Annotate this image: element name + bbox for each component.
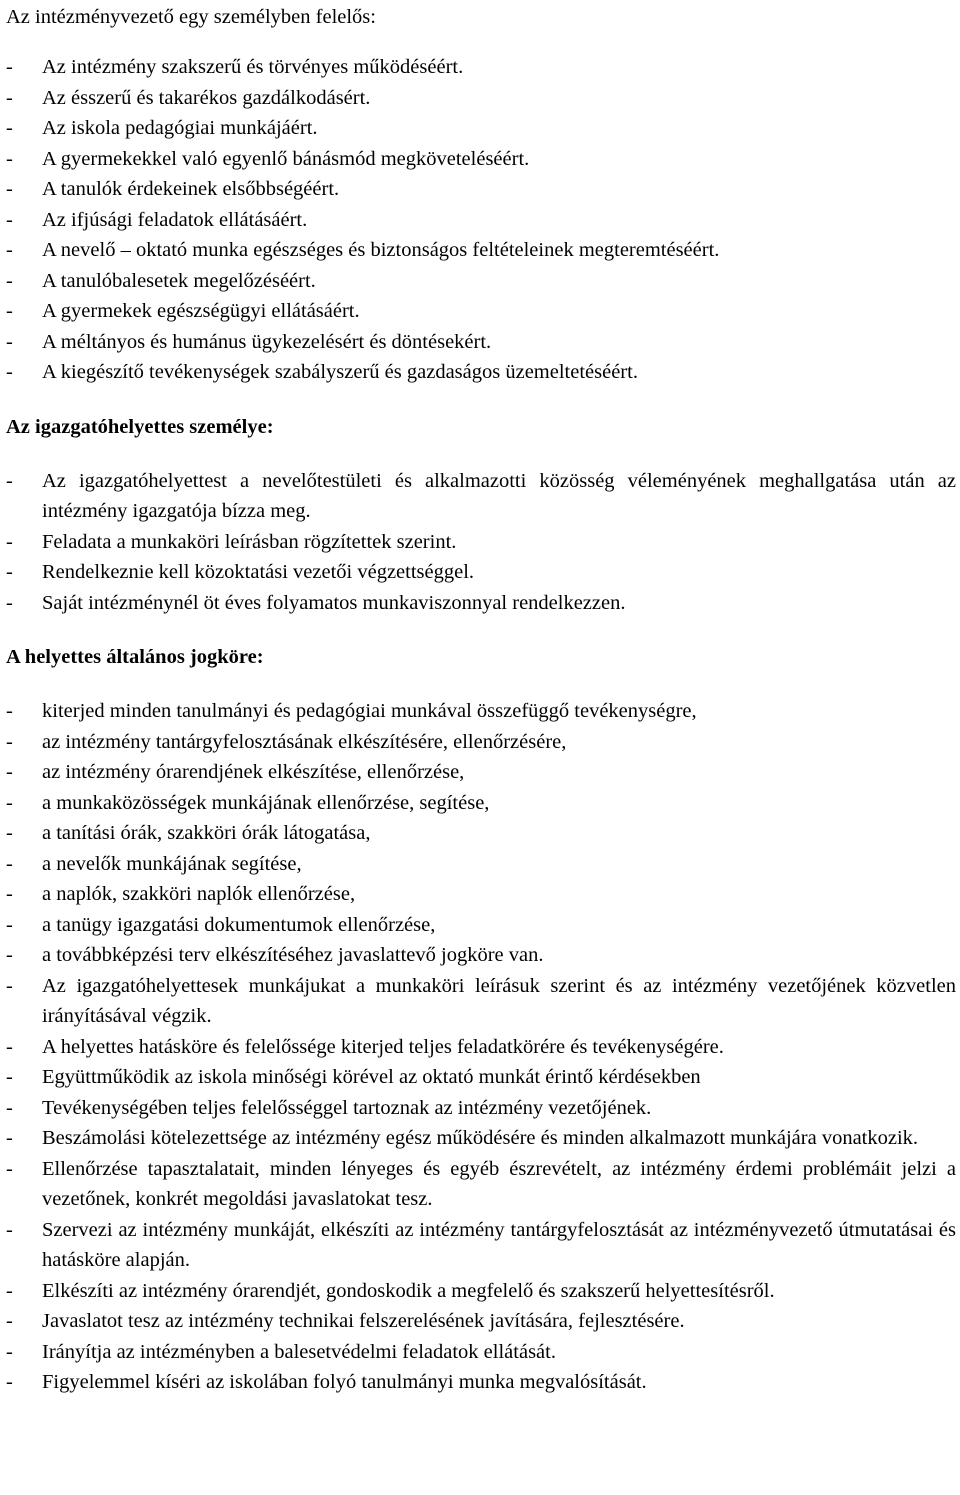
dash-bullet: - [6, 1371, 13, 1393]
list-item: - a továbbképzési terv elkészítéséhez javaslattevő jogköre van. [6, 940, 956, 971]
list-item: - a tanügy igazgatási dokumentumok ellenőrzése, [6, 910, 956, 941]
list-item: - Ellenőrzése tapasztalatait, minden lényeges és egyéb észrevételt, az intézmény érdemi problémáit jelzi a vezetőnek, konkrét megoldási javaslatokat tesz. [6, 1154, 956, 1215]
list-item: - a naplók, szakköri naplók ellenőrzése, [6, 879, 956, 910]
dash-bullet: - [6, 561, 13, 583]
list-item: - A gyermekek egészségügyi ellátásáért. [6, 296, 956, 327]
dash-bullet: - [6, 822, 13, 844]
spacer [6, 388, 956, 412]
dash-bullet: - [6, 208, 13, 231]
dash-bullet: - [6, 361, 13, 383]
dash-bullet: - [6, 269, 13, 292]
list-item: - Saját intézménynél öt éves folyamatos munkaviszonnyal rendelkezzen. [6, 588, 956, 619]
dash-bullet: - [6, 791, 13, 814]
dash-bullet: - [6, 1066, 13, 1088]
list-item: - Az ifjúsági feladatok ellátásáért. [6, 205, 956, 236]
dash-bullet: - [6, 1127, 13, 1149]
dash-bullet: - [6, 530, 13, 553]
authority-list [6, 696, 956, 1398]
spacer [6, 672, 956, 696]
list-item: - az intézmény tantárgyfelosztásának elkészítésére, ellenőrzésére, [6, 727, 956, 758]
list-item: - Az igazgatóhelyettesek munkájukat a munkaköri leírásuk szerint és az intézmény vezetőjének közvetlen irányításával végzik. [6, 971, 956, 1032]
deputy-list [6, 466, 956, 619]
list-item: - Együttműködik az iskola minőségi körével az oktató munkát érintő kérdésekben [6, 1062, 956, 1093]
list-item: - Szervezi az intézmény munkáját, elkészíti az intézmény tantárgyfelosztását az intézményvezető útmutatásai és hatásköre alapján. [6, 1215, 956, 1276]
intro-line: Az intézményvezető egy személyben felelős: [6, 6, 376, 28]
list-item: - Figyelemmel kíséri az iskolában folyó tanulmányi munka megvalósítását. [6, 1367, 956, 1398]
list-item: - a tanítási órák, szakköri órák látogatása, [6, 818, 956, 849]
list-item: - A tanulóbalesetek megelőzéséért. [6, 266, 956, 297]
dash-bullet: - [6, 1340, 13, 1363]
dash-bullet: - [6, 761, 13, 783]
list-item: - Beszámolási kötelezettsége az intézmény egész működésére és minden alkalmazott munkájára vonatkozik. [6, 1123, 956, 1154]
dash-bullet: - [6, 300, 13, 322]
dash-bullet: - [6, 591, 13, 614]
list-item: - Elkészíti az intézmény órarendjét, gondoskodik a megfelelő és szakszerű helyettesítésről. [6, 1276, 956, 1307]
spacer [6, 32, 956, 52]
spacer [6, 618, 956, 642]
list-item: - Tevékenységében teljes felelősséggel tartoznak az intézmény vezetőjének. [6, 1093, 956, 1124]
dash-bullet: - [6, 56, 13, 78]
dash-bullet: - [6, 117, 13, 139]
list-item: - Irányítja az intézményben a balesetvédelmi feladatok ellátását. [6, 1337, 956, 1368]
list-item: - Az intézmény szakszerű és törvényes működéséért. [6, 52, 956, 83]
dash-bullet: - [6, 913, 13, 936]
dash-bullet: - [6, 1157, 13, 1180]
list-item: - Rendelkeznie kell közoktatási vezetői végzettséggel. [6, 557, 956, 588]
list-item: - A méltányos és humánus ügykezelésért és döntésekért. [6, 327, 956, 358]
list-item: - Az iskola pedagógiai munkájáért. [6, 113, 956, 144]
list-item: - a munkaközösségek munkájának ellenőrzése, segítése, [6, 788, 956, 819]
dash-bullet: - [6, 852, 13, 875]
dash-bullet: - [6, 469, 13, 492]
list-item: - kiterjed minden tanulmányi és pedagógiai munkával összefüggő tevékenységre, [6, 696, 956, 727]
list-item: - a nevelők munkájának segítése, [6, 849, 956, 880]
dash-bullet: - [6, 730, 13, 753]
list-item: - Az igazgatóhelyettest a nevelőtestületi és alkalmazotti közösség véleményének meghallgatása után az intézmény igazgatója bízza meg. [6, 466, 956, 527]
list-item: - A helyettes hatásköre és felelőssége kiterjed teljes feladatkörére és tevékenységére. [6, 1032, 956, 1063]
dash-bullet: - [6, 1218, 13, 1241]
dash-bullet: - [6, 1310, 13, 1332]
list-item: - A gyermekekkel való egyenlő bánásmód megköveteléséért. [6, 144, 956, 175]
dash-bullet: - [6, 1096, 13, 1119]
section-heading-authority: A helyettes általános jogköre: [6, 646, 264, 668]
list-item: - A nevelő – oktató munka egészséges és biztonságos feltételeinek megteremtéséért. [6, 235, 956, 266]
list-item: - Javaslatot tesz az intézmény technikai felszerelésének javítására, fejlesztésére. [6, 1306, 956, 1337]
section-heading-deputy: Az igazgatóhelyettes személye: [6, 415, 274, 438]
dash-bullet: - [6, 1035, 13, 1058]
list-item: - A tanulók érdekeinek elsőbbségéért. [6, 174, 956, 205]
list-item: - A kiegészítő tevékenységek szabályszerű és gazdaságos üzemeltetéséért. [6, 357, 956, 388]
dash-bullet: - [6, 178, 13, 200]
dash-bullet: - [6, 883, 13, 905]
list-item: - Feladata a munkaköri leírásban rögzítettek szerint. [6, 527, 956, 558]
dash-bullet: - [6, 330, 13, 353]
dash-bullet: - [6, 1279, 13, 1302]
responsibilities-list [6, 52, 956, 388]
dash-bullet: - [6, 944, 13, 966]
list-item: - Az ésszerű és takarékos gazdálkodásért. [6, 83, 956, 114]
list-item: - az intézmény órarendjének elkészítése, ellenőrzése, [6, 757, 956, 788]
spacer [6, 442, 956, 466]
dash-bullet: - [6, 974, 13, 997]
dash-bullet: - [6, 700, 13, 722]
dash-bullet: - [6, 86, 13, 109]
dash-bullet: - [6, 147, 13, 170]
dash-bullet: - [6, 239, 13, 261]
